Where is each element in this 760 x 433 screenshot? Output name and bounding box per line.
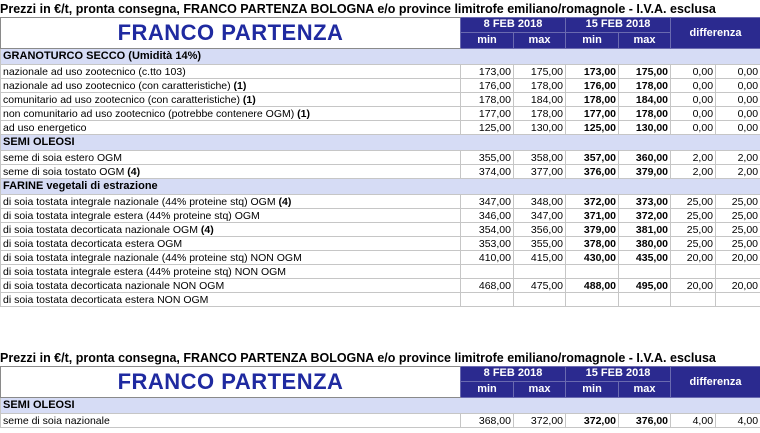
curr-max-cell: 376,00	[619, 414, 671, 428]
curr-min-cell: 379,00	[566, 223, 619, 237]
diff-max-cell: 0,00	[716, 93, 760, 107]
curr-min-cell: 376,00	[566, 165, 619, 179]
diff-min-cell: 25,00	[671, 209, 716, 223]
curr-max-cell: 372,00	[619, 209, 671, 223]
row-label	[1, 151, 461, 165]
diff-max-cell: 2,00	[716, 165, 760, 179]
prev-min-cell	[461, 265, 514, 279]
row-label-text: di soia tostata integrale nazionale (44% proteine stq) OGM	[3, 195, 276, 208]
date-header-2: 15 FEB 2018	[566, 18, 671, 33]
prev-min-cell: 178,00	[461, 93, 514, 107]
prev-min-cell: 347,00	[461, 195, 514, 209]
row-label	[1, 237, 461, 251]
table-row	[1, 151, 760, 165]
row-label	[1, 107, 461, 121]
max-header: max	[619, 381, 671, 397]
curr-min-cell: 178,00	[566, 93, 619, 107]
row-label-text: di soia tostata decorticata nazionale OGM	[3, 223, 198, 236]
diff-max-cell: 4,00	[716, 414, 760, 428]
table-row	[1, 237, 760, 251]
row-label	[1, 279, 461, 293]
diff-min-cell: 25,00	[671, 223, 716, 237]
curr-max-cell: 184,00	[619, 93, 671, 107]
row-label	[1, 195, 461, 209]
prev-min-cell	[461, 293, 514, 307]
curr-min-cell: 176,00	[566, 79, 619, 93]
prev-max-cell: 377,00	[514, 165, 566, 179]
prev-max-cell: 475,00	[514, 279, 566, 293]
row-note: (1)	[239, 93, 256, 106]
diff-max-cell: 20,00	[716, 251, 760, 265]
curr-max-cell: 381,00	[619, 223, 671, 237]
curr-min-cell: 125,00	[566, 121, 619, 135]
prev-max-cell: 356,00	[514, 223, 566, 237]
section-row	[1, 49, 760, 65]
row-note: (1)	[230, 79, 247, 92]
price-header-line: Prezzi in €/t, pronta consegna, FRANCO PARTENZA BOLOGNA e/o province limitrofe emiliano/romagnole - I.V.A. esclusa	[0, 2, 716, 16]
curr-min-cell: 430,00	[566, 251, 619, 265]
prev-max-cell: 178,00	[514, 107, 566, 121]
diff-min-cell: 20,00	[671, 251, 716, 265]
header-row-dates	[1, 367, 760, 382]
prev-max-cell: 178,00	[514, 79, 566, 93]
prev-min-cell: 125,00	[461, 121, 514, 135]
curr-max-cell: 178,00	[619, 79, 671, 93]
row-label-text: di soia tostata decorticata estera NON OGM	[3, 293, 209, 306]
curr-min-cell: 378,00	[566, 237, 619, 251]
prev-min-cell: 410,00	[461, 251, 514, 265]
table-row	[1, 165, 760, 179]
section-title: FARINE vegetali di estrazione	[1, 179, 760, 195]
table-row	[1, 251, 760, 265]
section-row	[1, 179, 760, 195]
diff-header: differenza	[671, 367, 760, 398]
row-label	[1, 121, 461, 135]
row-label-text: nazionale ad uso zootecnico (con caratteristiche)	[3, 79, 231, 92]
row-note: (4)	[275, 195, 292, 208]
diff-max-cell: 20,00	[716, 279, 760, 293]
header-row-dates	[1, 18, 760, 33]
row-label-text: di soia tostata decorticata nazionale NON OGM	[3, 279, 225, 292]
curr-max-cell: 130,00	[619, 121, 671, 135]
prev-max-cell: 175,00	[514, 65, 566, 79]
max-header: max	[619, 32, 671, 48]
curr-max-cell	[619, 293, 671, 307]
diff-min-cell	[671, 293, 716, 307]
prev-min-cell: 374,00	[461, 165, 514, 179]
row-label	[1, 93, 461, 107]
row-label	[1, 209, 461, 223]
prev-min-cell: 177,00	[461, 107, 514, 121]
diff-min-cell: 2,00	[671, 165, 716, 179]
diff-header: differenza	[671, 18, 760, 49]
table-title: FRANCO PARTENZA	[1, 18, 461, 49]
diff-min-cell: 25,00	[671, 195, 716, 209]
diff-min-cell: 2,00	[671, 151, 716, 165]
row-note: (1)	[294, 107, 310, 120]
diff-min-cell: 0,00	[671, 79, 716, 93]
prev-max-cell: 348,00	[514, 195, 566, 209]
diff-max-cell: 25,00	[716, 237, 760, 251]
row-label-text: seme di soia tostato OGM	[3, 165, 125, 178]
diff-min-cell	[671, 265, 716, 279]
row-note: (4)	[197, 223, 214, 236]
prev-max-cell: 415,00	[514, 251, 566, 265]
section-title: SEMI OLEOSI	[1, 398, 760, 414]
diff-max-cell: 0,00	[716, 121, 760, 135]
diff-max-cell: 25,00	[716, 195, 760, 209]
row-label-text: comunitario ad uso zootecnico (con caratteristiche)	[3, 93, 240, 106]
curr-min-cell: 371,00	[566, 209, 619, 223]
table-row	[1, 65, 760, 79]
diff-max-cell: 0,00	[716, 79, 760, 93]
prev-min-cell: 176,00	[461, 79, 514, 93]
curr-max-cell: 178,00	[619, 107, 671, 121]
row-label-text: di soia tostata integrale nazionale (44% proteine stq) NON OGM	[3, 251, 302, 264]
diff-max-cell: 25,00	[716, 209, 760, 223]
curr-max-cell: 495,00	[619, 279, 671, 293]
row-note: (4)	[124, 165, 141, 178]
curr-min-cell: 372,00	[566, 195, 619, 209]
section-row	[1, 135, 760, 151]
prev-min-cell: 355,00	[461, 151, 514, 165]
diff-min-cell: 20,00	[671, 279, 716, 293]
curr-min-cell	[566, 265, 619, 279]
section-row	[1, 398, 760, 414]
min-header: min	[566, 381, 619, 397]
curr-min-cell: 488,00	[566, 279, 619, 293]
row-label-text: di soia tostata integrale estera (44% proteine stq) NON OGM	[3, 265, 287, 278]
row-label	[1, 251, 461, 265]
table-row	[1, 223, 760, 237]
diff-min-cell: 4,00	[671, 414, 716, 428]
diff-max-cell: 25,00	[716, 223, 760, 237]
prev-max-cell: 355,00	[514, 237, 566, 251]
diff-max-cell: 0,00	[716, 65, 760, 79]
price-table	[0, 17, 760, 307]
prev-max-cell	[514, 265, 566, 279]
section-title: GRANOTURCO SECCO (Umidità 14%)	[1, 49, 760, 65]
diff-max-cell	[716, 293, 760, 307]
table-title: FRANCO PARTENZA	[1, 367, 461, 398]
curr-max-cell: 175,00	[619, 65, 671, 79]
prev-min-cell: 368,00	[461, 414, 514, 428]
max-header: max	[514, 32, 566, 48]
section-title: SEMI OLEOSI	[1, 135, 760, 151]
row-label	[1, 79, 461, 93]
prev-min-cell: 173,00	[461, 65, 514, 79]
diff-min-cell: 0,00	[671, 121, 716, 135]
prev-min-cell: 354,00	[461, 223, 514, 237]
table-row	[1, 265, 760, 279]
curr-max-cell: 360,00	[619, 151, 671, 165]
prev-min-cell: 468,00	[461, 279, 514, 293]
table-row	[1, 107, 760, 121]
prev-min-cell: 346,00	[461, 209, 514, 223]
table-row	[1, 209, 760, 223]
date-header-1: 8 FEB 2018	[461, 367, 566, 382]
min-header: min	[461, 32, 514, 48]
curr-max-cell: 379,00	[619, 165, 671, 179]
row-label-text: non comunitario ad uso zootecnico (potrebbe contenere OGM)	[3, 107, 295, 120]
diff-min-cell: 0,00	[671, 93, 716, 107]
table-row	[1, 121, 760, 135]
curr-max-cell: 373,00	[619, 195, 671, 209]
curr-min-cell: 173,00	[566, 65, 619, 79]
row-label-text: di soia tostata integrale estera (44% proteine stq) OGM	[3, 209, 260, 222]
curr-min-cell: 177,00	[566, 107, 619, 121]
row-label-text: seme di soia nazionale	[3, 414, 110, 427]
table-row	[1, 93, 760, 107]
price-table-2	[0, 366, 760, 428]
diff-max-cell: 0,00	[716, 107, 760, 121]
row-label-text: seme di soia estero OGM	[3, 151, 123, 164]
min-header: min	[566, 32, 619, 48]
diff-min-cell: 0,00	[671, 65, 716, 79]
table-row	[1, 279, 760, 293]
price-header-line-2: Prezzi in €/t, pronta consegna, FRANCO PARTENZA BOLOGNA e/o province limitrofe emiliano/romagnole - I.V.A. esclusa	[0, 351, 716, 365]
prev-max-cell: 130,00	[514, 121, 566, 135]
curr-min-cell	[566, 293, 619, 307]
curr-max-cell: 380,00	[619, 237, 671, 251]
curr-min-cell: 372,00	[566, 414, 619, 428]
diff-max-cell	[716, 265, 760, 279]
row-label	[1, 165, 461, 179]
row-label-text: nazionale ad uso zootecnico (c.tto 103)	[3, 65, 186, 78]
row-label	[1, 223, 461, 237]
min-header: min	[461, 381, 514, 397]
prev-max-cell: 184,00	[514, 93, 566, 107]
row-label	[1, 293, 461, 307]
date-header-2: 15 FEB 2018	[566, 367, 671, 382]
diff-max-cell: 2,00	[716, 151, 760, 165]
row-label	[1, 265, 461, 279]
prev-min-cell: 353,00	[461, 237, 514, 251]
date-header-1: 8 FEB 2018	[461, 18, 566, 33]
table-row	[1, 195, 760, 209]
row-label-text: di soia tostata decorticata estera OGM	[3, 237, 183, 250]
diff-min-cell: 25,00	[671, 237, 716, 251]
table-row	[1, 293, 760, 307]
table-row	[1, 79, 760, 93]
max-header: max	[514, 381, 566, 397]
curr-min-cell: 357,00	[566, 151, 619, 165]
prev-max-cell: 347,00	[514, 209, 566, 223]
curr-max-cell	[619, 265, 671, 279]
row-label	[1, 414, 461, 428]
diff-min-cell: 0,00	[671, 107, 716, 121]
row-label-text: ad uso energetico	[3, 121, 87, 134]
table-row	[1, 414, 760, 428]
curr-max-cell: 435,00	[619, 251, 671, 265]
prev-max-cell	[514, 293, 566, 307]
prev-max-cell: 358,00	[514, 151, 566, 165]
row-label	[1, 65, 461, 79]
prev-max-cell: 372,00	[514, 414, 566, 428]
